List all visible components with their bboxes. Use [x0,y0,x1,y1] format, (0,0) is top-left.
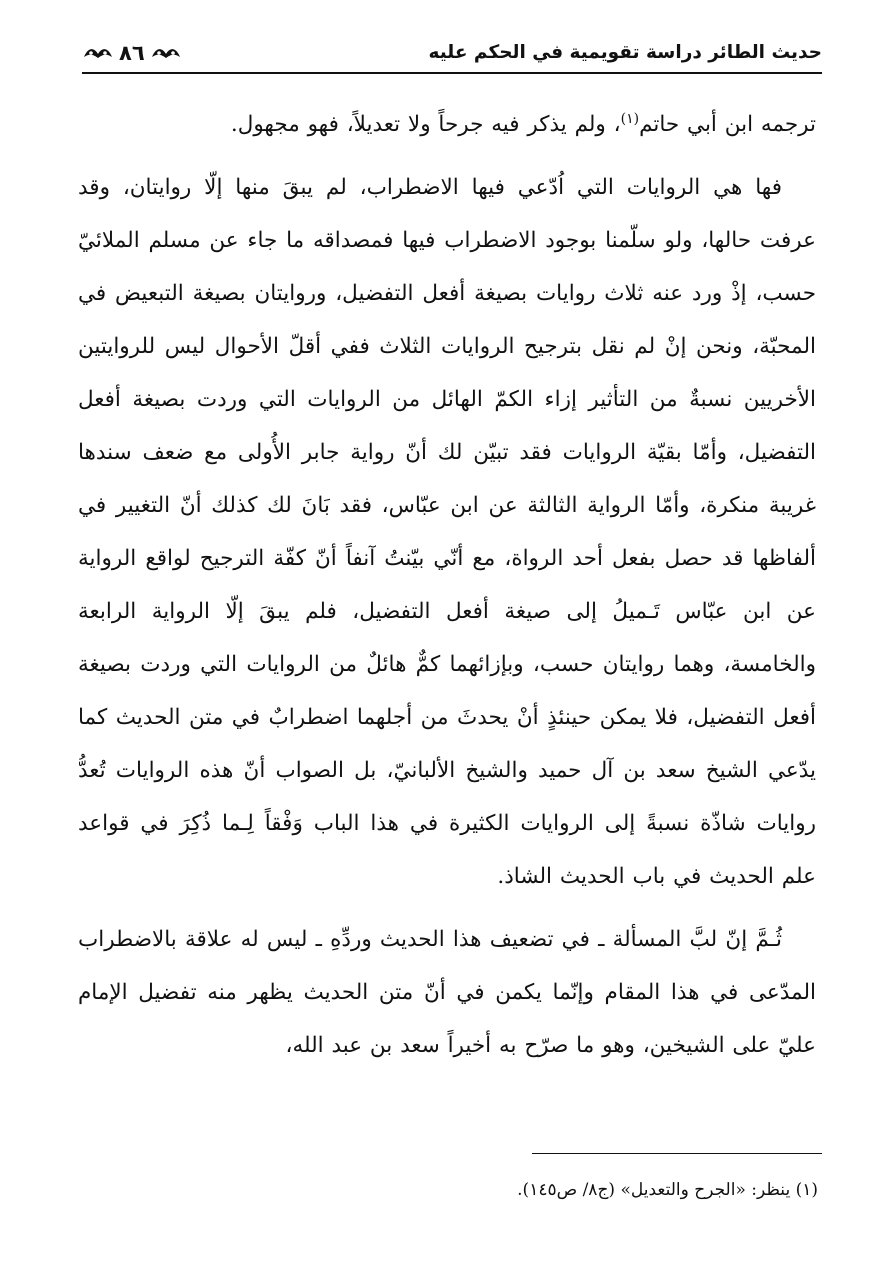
ornament-left-icon [82,45,114,61]
main-text [78,98,816,1072]
ornament-right-icon [150,45,182,61]
paragraph-3: ثُـمَّ إنّ لبَّ المسألة ـ في تضعيف هذا الحديث وردِّهِ ـ ليس له علاقة بالاضطراب المدّعى في هذا المقام وإنّما يكمن في أنّ متن الحديث يظهر منه تفضيل الإمام عليّ على الشيخين، وهو ما صرّح به أخيراً سعد بن عبد الله، [78,927,816,1058]
page-header [82,34,822,74]
footnote-reference: (١) [620,110,640,127]
paragraph-2: فها هي الروايات التي اُدّعي فيها الاضطراب، لم يبقَ منها إلّا روايتان، وقد عرفت حالها، ولو سلّمنا بوجود الاضطراب فيها فمصداقه ما جاء عن مسلم الملائيّ حسب، إذْ ورد عنه ثلاث روايات بصيغة أفعل التفضيل، وروايتان بصيغة التبعيض في المحبّة، ونحن إنْ لم نقل بترجيح الروايات الثلاث ففي أقلّ الأحوال ليس للروايتين الأخريين نسبةٌ من التأثير إزاء الكمّ الهائل من الروايات التي وردت بصيغة أفعل التفضيل، وأمّا بقيّة الروايات فقد تبيّن لك أنّ رواية جابر الأُولى مع ضعف سندها غريبة منكرة، وأمّا الرواية الثالثة عن ابن عبّاس، فقد بَانَ لك كذلك أنّ التغيير في ألفاظها قد حصل بفعل أحد الرواة، مع أنّي بيّنتُ آنفاً أنّ كفّة الترجيح لواقع الرواية عن ابن عبّاس تَـميلُ إلى صيغة أفعل التفضيل، فلم يبقَ إلّا الرواية الرابعة والخامسة، وهما روايتان حسب، وبإزائهما كمٌّ هائلٌ من الروايات التي وردت بصيغة أفعل التفضيل، فلا يمكن حينئذٍ أنْ يحدثَ من أجلهما اضطرابٌ في متن الحديث كما يدّعي الشيخ سعد بن آل حميد والشيخ الألبانيّ، بل الصواب أنّ هذه الروايات تُعدُّ روايات شاذّة نسبةً إلى الروايات الكثيرة في هذا الباب وَفْقاً لِـما ذُكِرَ في قواعد علم الحديث في باب الحديث الشاذ. [78,175,816,889]
paragraph-1-end: ، ولم يذكر فيه جرحاً ولا تعديلاً، فهو مجهول. [230,112,621,137]
paragraph-1-start: ترجمه ابن أبي حاتم [639,112,816,137]
running-title: حديث الطائر دراسة تقويمية في الحكم عليه [428,41,822,63]
page-number-block [82,40,182,65]
page-number: ٨٦ [119,40,145,65]
paragraph-1 [78,98,816,151]
footnote: (١) ينظر: «الجرح والتعديل» (ج٨/ ص١٤٥). [517,1180,818,1200]
footnote-divider [532,1153,822,1154]
